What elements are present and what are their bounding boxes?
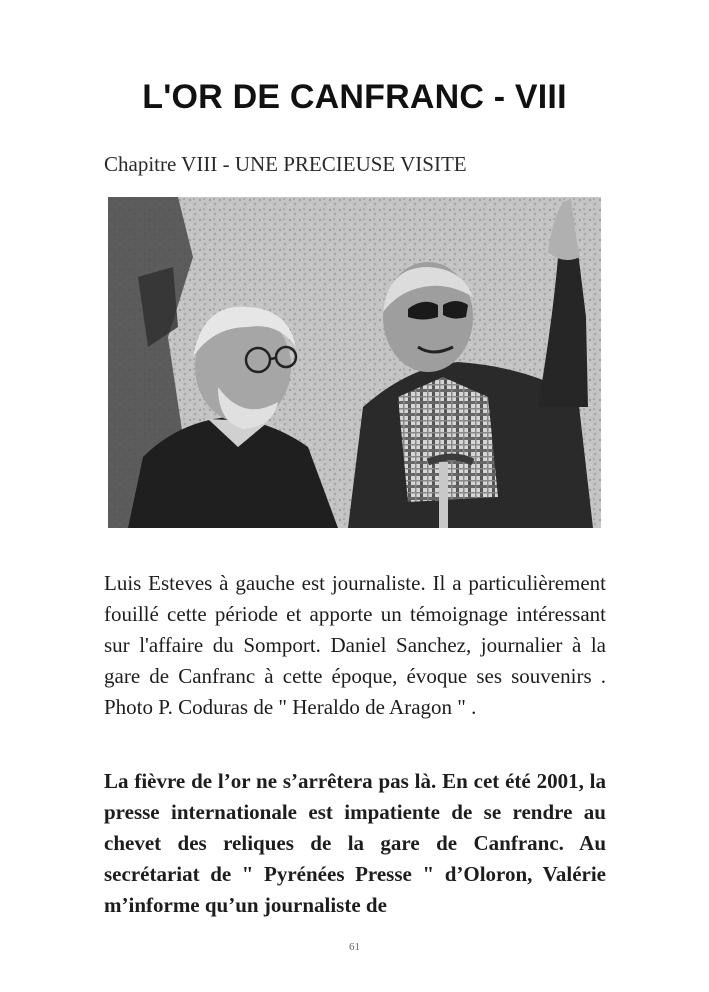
photo-two-men-icon — [108, 197, 601, 528]
photo — [108, 197, 601, 528]
body-paragraph: La fièvre de l’or ne s’arrêtera pas là. En cet été 2001, la presse internationale est impatiente de se rendre au chevet des reliques de la gare de Canfranc. Au secrétariat de " Pyrénées Presse " d’Oloron, Valérie m’informe qu’un journaliste de — [104, 769, 606, 917]
page-title: L'OR DE CANFRANC - VIII — [142, 78, 567, 116]
page-number: 61 — [349, 941, 360, 953]
chapter-heading: Chapitre VIII - UNE PRECIEUSE VISITE — [104, 152, 467, 176]
photo-caption: Luis Esteves à gauche est journaliste. Il a particulièrement fouillé cette période et apporte un témoignage intéressant sur l'affaire du Somport. Daniel Sanchez, journalier à la gare de Canfranc à cette époque, évoque ses souvenirs . Photo P. Coduras de " Heraldo de Aragon " . — [104, 571, 606, 719]
